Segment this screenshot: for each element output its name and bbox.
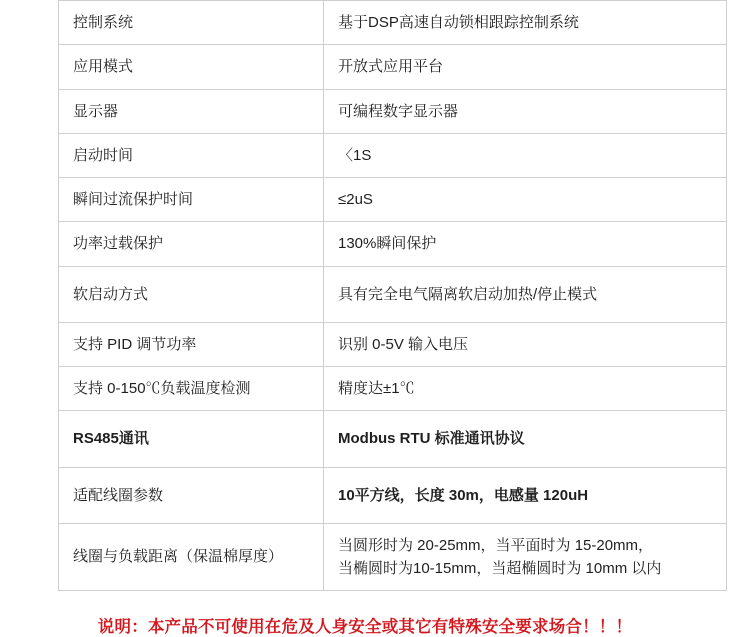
row-label: 支持 0-150℃负载温度检测	[59, 367, 324, 411]
table-row	[59, 133, 727, 177]
row-value: 10平方线，长度 30m，电感量 120uH	[324, 467, 727, 523]
row-label: 支持 PID 调节功率	[59, 322, 324, 366]
row-value: 精度达±1℃	[324, 367, 727, 411]
row-value: 开放式应用平台	[324, 45, 727, 89]
table-row	[59, 367, 727, 411]
row-label: 线圈与负载距离（保温棉厚度）	[59, 523, 324, 591]
row-label: 功率过载保护	[59, 222, 324, 266]
table-row	[59, 467, 727, 523]
table-row	[59, 1, 727, 45]
table-row	[59, 89, 727, 133]
row-value	[324, 523, 727, 591]
row-label: RS485通讯	[59, 411, 324, 467]
table-row	[59, 222, 727, 266]
row-value: 可编程数字显示器	[324, 89, 727, 133]
table-row	[59, 523, 727, 591]
row-value: 〈1S	[324, 133, 727, 177]
row-value: 识别 0-5V 输入电压	[324, 322, 727, 366]
row-label: 启动时间	[59, 133, 324, 177]
row-value-line-2: 当椭圆时为10-15mm，当超椭圆时为 10mm 以内	[338, 560, 662, 577]
row-label: 软启动方式	[59, 266, 324, 322]
table-row	[59, 178, 727, 222]
safety-note: 说明：本产品不可使用在危及人身安全或其它有特殊安全要求场合！！！	[97, 618, 633, 637]
row-value: 具有完全电气隔离软启动加热/停止模式	[324, 266, 727, 322]
table-row	[59, 322, 727, 366]
row-label: 应用模式	[59, 45, 324, 89]
row-label: 瞬间过流保护时间	[59, 178, 324, 222]
row-value: 基于DSP高速自动锁相跟踪控制系统	[324, 1, 727, 45]
row-value: Modbus RTU 标准通讯协议	[324, 411, 727, 467]
table-body	[59, 1, 727, 591]
table-row	[59, 266, 727, 322]
row-label: 显示器	[59, 89, 324, 133]
row-label: 适配线圈参数	[59, 467, 324, 523]
row-value: 130%瞬间保护	[324, 222, 727, 266]
table-row-highlight	[59, 411, 727, 467]
table-row	[59, 45, 727, 89]
row-label: 控制系统	[59, 1, 324, 45]
row-value-line-1: 当圆形时为 20-25mm，当平面时为 15-20mm，	[338, 536, 654, 554]
row-value: ≤2uS	[324, 178, 727, 222]
specifications-table	[58, 0, 727, 591]
